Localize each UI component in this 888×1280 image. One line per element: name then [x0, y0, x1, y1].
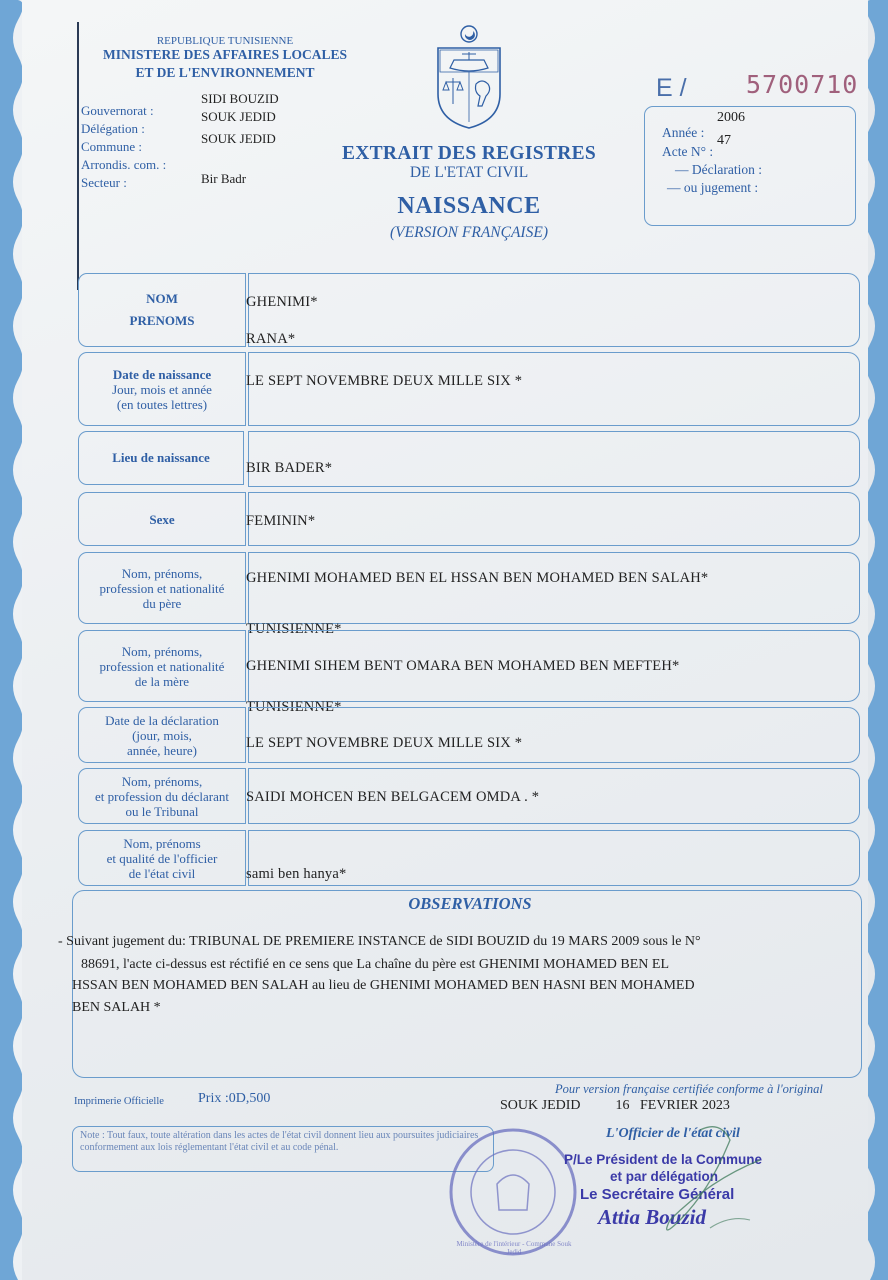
commune-label: Commune : [81, 139, 143, 154]
declarant-value: SAIDI MOHCEN BEN BELGACEM OMDA . * [246, 789, 540, 805]
nom-prenoms-label [78, 273, 246, 347]
stamp-delegation: et par délégation [610, 1169, 719, 1184]
declaration-label: — Déclaration : [675, 162, 762, 177]
acte-label: Acte N° : [662, 144, 714, 159]
title-line2: DE L'ETAT CIVIL [409, 164, 529, 181]
date-declaration-value: LE SEPT NOVEMBRE DEUX MILLE SIX * [246, 735, 523, 751]
declarant-label [78, 768, 246, 824]
observations-line2: 88691, l'acte ci-dessus est réctifié en ce sens que La chaîne du père est GHENIMI MOHAMED BEN EL [81, 957, 670, 972]
stamp-president: P/Le Président de la Commune [564, 1152, 763, 1167]
date-naissance-label-line2: Jour, mois et année [112, 381, 212, 397]
jugement-label: — ou jugement : [667, 180, 759, 195]
officier-label [78, 830, 246, 886]
pere-nationality: TUNISIENNE* [246, 621, 342, 637]
legal-note: Note : Tout faux, toute altération dans les actes de l'état civil donnent lieu aux poursuites judiciaires conformement aux lois réglementant l'état civil et au code pénal. [80, 1130, 479, 1153]
sexe-field [248, 492, 860, 546]
date-naissance-label-line3: (en toutes lettres) [116, 396, 208, 412]
officier-label-line1: Nom, prénoms [123, 835, 201, 851]
date-naissance-label [78, 352, 246, 426]
date-declaration-label-line1: Date de la déclaration [105, 712, 219, 728]
commune-value: SOUK JEDID [201, 131, 276, 146]
observations-line4: BEN SALAH * [72, 1000, 161, 1015]
pere-label-line3: du père [142, 595, 182, 611]
place-date: SOUK JEDID 16 FEVRIER 2023 [500, 1098, 730, 1113]
delegation-value: SOUK JEDID [201, 109, 276, 124]
officier-value: sami ben hanya* [246, 866, 347, 882]
delegation-label: Délégation : [81, 121, 145, 136]
pere-label-line2: profession et nationalité [99, 580, 225, 596]
declarant-label-line2: et profession du déclarant [95, 788, 229, 804]
acte-info-box [644, 106, 856, 226]
stamp-name: Attia Bouzid [598, 1205, 706, 1229]
ministry-line1: MINISTERE DES AFFAIRES LOCALES [103, 47, 347, 62]
lieu-naissance-field [248, 431, 860, 487]
annee-value: 2006 [717, 110, 745, 125]
gouvernorat-label: Gouvernorat : [81, 103, 154, 118]
printer-label: Imprimerie Officielle [74, 1096, 164, 1107]
officer-title: L'Officier de l'état civil [606, 1126, 740, 1141]
republic-label: REPUBLIQUE TUNISIENNE [156, 35, 294, 47]
nom-label: NOM [146, 291, 178, 306]
gouvernorat-value: SIDI BOUZID [201, 91, 279, 106]
lieu-naissance-value: BIR BADER* [246, 460, 333, 476]
tunisia-coat-of-arms [432, 24, 506, 130]
signature-strokes [560, 1100, 800, 1250]
sexe-label [78, 492, 246, 546]
mere-nationality: TUNISIENNE* [246, 699, 342, 715]
mere-label [78, 630, 246, 702]
price-label: Prix :0D,500 [198, 1091, 271, 1106]
document-type-title: NAISSANCE [397, 193, 541, 219]
certified-statement: Pour version française certifiée conforme à l'original [555, 1082, 823, 1096]
pere-field [248, 552, 860, 624]
ministry-line2: ET DE L'ENVIRONNEMENT [135, 65, 315, 80]
mere-value: GHENIMI SIHEM BENT OMARA BEN MOHAMED BEN MEFTEH* [246, 658, 680, 674]
mere-label-line1: Nom, prénoms, [121, 643, 203, 659]
observations-title: OBSERVATIONS [408, 894, 532, 913]
officier-label-line3: de l'état civil [128, 865, 196, 881]
annee-label: Année : [662, 125, 705, 140]
pere-label-line1: Nom, prénoms, [121, 565, 203, 581]
nom-prenoms-field [248, 273, 860, 347]
date-declaration-label-line2: (jour, mois, [132, 727, 192, 743]
mere-label-line3: de la mère [134, 673, 190, 689]
sexe-label-text: Sexe [149, 511, 175, 527]
date-naissance-label-line1: Date de naissance [112, 366, 212, 382]
prenoms-value: RANA* [246, 331, 296, 347]
date-declaration-label-line3: année, heure) [126, 742, 197, 758]
date-naissance-value: LE SEPT NOVEMBRE DEUX MILLE SIX * [246, 373, 523, 389]
acte-value: 47 [717, 133, 731, 148]
left-margin-rule [77, 22, 79, 290]
lieu-naissance-label-text: Lieu de naissance [112, 450, 210, 465]
observations-line3: HSSAN BEN MOHAMED BEN SALAH au lieu de GHENIMI MOHAMED BEN HASNI BEN MOHAMED [72, 978, 695, 993]
observations-line1: - Suivant jugement du: TRIBUNAL DE PREMIERE INSTANCE de SIDI BOUZID du 19 MARS 2009 sous le N° [58, 934, 701, 949]
sexe-value: FEMININ* [246, 513, 316, 529]
serial-prefix: E / [656, 74, 687, 102]
seal-text: Ministère de l'intérieur - Commune Souk Jedid [456, 1240, 572, 1256]
pere-label [78, 552, 246, 624]
nom-value: GHENIMI* [246, 294, 318, 310]
title-line1: EXTRAIT DES REGISTRES [341, 143, 597, 164]
declarant-label-line1: Nom, prénoms, [121, 773, 203, 789]
secteur-value: Bir Badr [201, 171, 247, 186]
version-label: (VERSION FRANÇAISE) [390, 224, 548, 241]
arrondissement-label: Arrondis. com. : [81, 157, 167, 172]
officier-label-line2: et qualité de l'officier [106, 850, 218, 866]
pere-value: GHENIMI MOHAMED BEN EL HSSAN BEN MOHAMED BEN SALAH* [246, 570, 709, 586]
stamp-secretary: Le Secrétaire Général [580, 1186, 735, 1203]
mere-label-line2: profession et nationalité [99, 658, 225, 674]
serial-number: 5700710 [746, 70, 859, 99]
lieu-naissance-label [78, 431, 244, 485]
declarant-label-line3: ou le Tribunal [125, 803, 199, 819]
prenoms-label: PRENOMS [129, 313, 195, 328]
secteur-label: Secteur : [81, 175, 127, 190]
date-declaration-label [78, 707, 246, 763]
